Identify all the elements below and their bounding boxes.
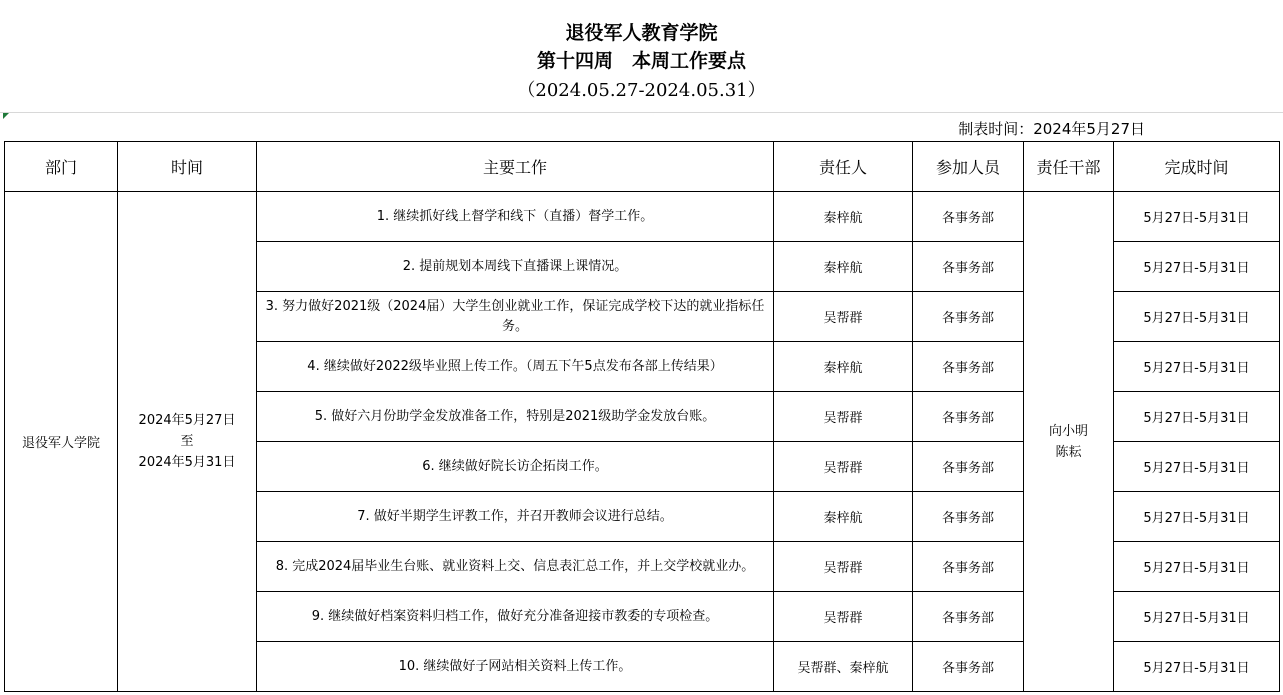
deadline-cell[interactable]: 5月27日-5月31日 (1114, 242, 1280, 292)
deadline-cell[interactable]: 5月27日-5月31日 (1114, 292, 1280, 342)
header-participants[interactable]: 参加人员 (913, 142, 1024, 192)
deadline-cell[interactable]: 5月27日-5月31日 (1114, 642, 1280, 692)
deadline-cell[interactable]: 5月27日-5月31日 (1114, 442, 1280, 492)
work-cell[interactable]: 1. 继续抓好线上督学和线下（直播）督学工作。 (257, 192, 774, 242)
document-subtitle: 第十四周 本周工作要点 (536, 50, 746, 72)
dept-cell[interactable]: 退役军人学院 (5, 192, 118, 692)
table-row (5, 192, 1280, 242)
work-cell[interactable]: 4. 继续做好2022级毕业照上传工作。（周五下午5点发布各部上传结果） (257, 342, 774, 392)
owner-cell[interactable]: 吴帮群 (774, 292, 913, 342)
time-cell[interactable] (118, 192, 257, 692)
work-cell[interactable]: 8. 完成2024届毕业生台账、就业资料上交、信息表汇总工作，并上交学校就业办。 (257, 542, 774, 592)
deadline-cell[interactable]: 5月27日-5月31日 (1114, 542, 1280, 592)
header-row (5, 142, 1280, 192)
header-owner[interactable]: 责任人 (774, 142, 913, 192)
participants-cell[interactable]: 各事务部 (913, 642, 1024, 692)
deadline-cell[interactable]: 5月27日-5月31日 (1114, 592, 1280, 642)
work-cell[interactable]: 6. 继续做好院长访企拓岗工作。 (257, 442, 774, 492)
cell-comment-indicator (3, 113, 9, 119)
work-cell[interactable]: 10. 继续做好子网站相关资料上传工作。 (257, 642, 774, 692)
header-deadline[interactable]: 完成时间 (1114, 142, 1280, 192)
participants-cell[interactable]: 各事务部 (913, 342, 1024, 392)
participants-cell[interactable]: 各事务部 (913, 442, 1024, 492)
work-cell[interactable]: 2. 提前规划本周线下直播课上课情况。 (257, 242, 774, 292)
time-to: 至 (180, 434, 194, 449)
header-cadre[interactable]: 责任干部 (1024, 142, 1114, 192)
work-cell[interactable]: 3. 努力做好2021级（2024届）大学生创业就业工作，保证完成学校下达的就业指标任务。 (257, 292, 774, 342)
header-work[interactable]: 主要工作 (257, 142, 774, 192)
participants-cell[interactable]: 各事务部 (913, 592, 1024, 642)
work-cell[interactable]: 5. 做好六月份助学金发放准备工作，特别是2021级助学金发放台账。 (257, 392, 774, 442)
participants-cell[interactable]: 各事务部 (913, 492, 1024, 542)
deadline-cell[interactable]: 5月27日-5月31日 (1114, 392, 1280, 442)
participants-cell[interactable]: 各事务部 (913, 392, 1024, 442)
deadline-cell[interactable]: 5月27日-5月31日 (1114, 192, 1280, 242)
time-start: 2024年5月27日 (138, 413, 236, 428)
owner-cell[interactable]: 吴帮群 (774, 542, 913, 592)
owner-cell[interactable]: 吴帮群、秦梓航 (774, 642, 913, 692)
participants-cell[interactable]: 各事务部 (913, 542, 1024, 592)
document-title: 退役军人教育学院 (565, 22, 718, 44)
cadre-cell[interactable] (1024, 192, 1114, 692)
participants-cell[interactable]: 各事务部 (913, 242, 1024, 292)
participants-cell[interactable]: 各事务部 (913, 192, 1024, 242)
owner-cell[interactable]: 秦梓航 (774, 192, 913, 242)
owner-cell[interactable]: 吴帮群 (774, 592, 913, 642)
document-date-range: （2024.05.27-2024.05.31） (517, 80, 766, 101)
owner-cell[interactable]: 吴帮群 (774, 392, 913, 442)
work-plan-table (4, 141, 1280, 692)
title-block (0, 0, 1283, 113)
owner-cell[interactable]: 吴帮群 (774, 442, 913, 492)
participants-cell[interactable]: 各事务部 (913, 292, 1024, 342)
owner-cell[interactable]: 秦梓航 (774, 342, 913, 392)
deadline-cell[interactable]: 5月27日-5月31日 (1114, 342, 1280, 392)
owner-cell[interactable]: 秦梓航 (774, 242, 913, 292)
cadre-name-2: 陈耘 (1055, 444, 1082, 460)
owner-cell[interactable]: 秦梓航 (774, 492, 913, 542)
maker-date: 制表时间：2024年5月27日 (958, 120, 1145, 138)
work-cell[interactable]: 7. 做好半期学生评教工作，并召开教师会议进行总结。 (257, 492, 774, 542)
deadline-cell[interactable]: 5月27日-5月31日 (1114, 492, 1280, 542)
work-cell[interactable]: 9. 继续做好档案资料归档工作，做好充分准备迎接市教委的专项检查。 (257, 592, 774, 642)
cadre-name-1: 向小明 (1048, 423, 1088, 439)
time-end: 2024年5月31日 (138, 455, 236, 470)
header-time[interactable]: 时间 (118, 142, 257, 192)
header-dept[interactable]: 部门 (5, 142, 118, 192)
